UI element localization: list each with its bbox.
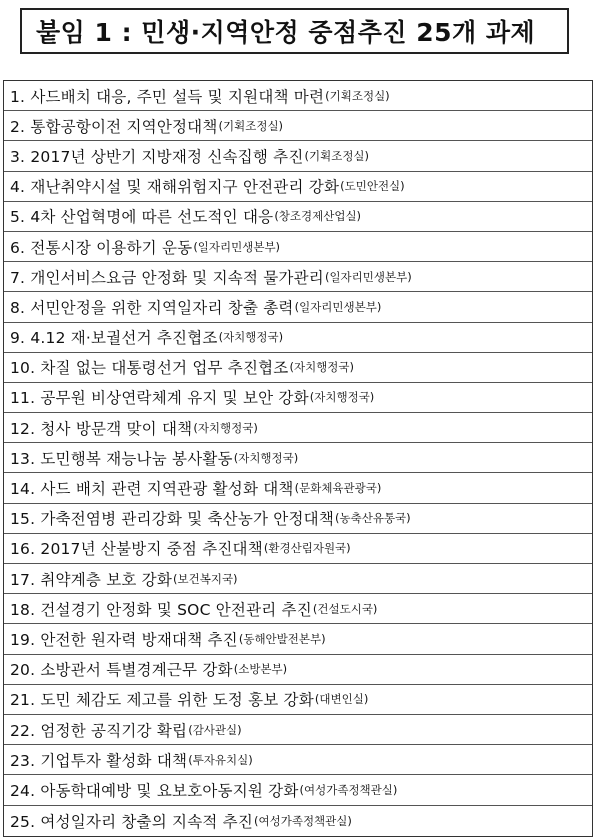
task-department: (일자리민생본부) <box>294 299 382 314</box>
task-department: (기획조정실) <box>325 88 390 103</box>
task-department: (여성가족정책관실) <box>254 813 352 828</box>
task-row <box>4 383 592 413</box>
task-title: 4. 재난취약시설 및 재해위험지구 안전관리 강화 <box>10 178 340 197</box>
task-row <box>4 685 592 715</box>
task-title: 3. 2017년 상반기 지방재정 신속집행 추진 <box>10 147 304 166</box>
task-row <box>4 655 592 685</box>
task-department: (동해안발전본부) <box>238 631 326 646</box>
task-title: 10. 차질 없는 대통령선거 업무 추진협조 <box>10 359 289 378</box>
task-department: (일자리민생본부) <box>193 239 281 254</box>
task-title: 2. 통합공항이전 지역안정대책 <box>10 117 218 136</box>
task-row <box>4 534 592 564</box>
task-department: (자치행정국) <box>289 360 355 375</box>
task-department: (도민안전실) <box>340 179 405 194</box>
task-row <box>4 564 592 594</box>
task-row <box>4 81 592 111</box>
task-department: (기획조정실) <box>304 148 370 163</box>
task-row <box>4 202 592 232</box>
task-title: 1. 사드배치 대응, 주민 설득 및 지원대책 마련 <box>10 87 325 106</box>
task-row <box>4 806 592 836</box>
task-title: 13. 도민행복 재능나눔 봉사활동 <box>10 449 233 468</box>
task-list <box>3 80 593 837</box>
task-department: (소방본부) <box>233 662 288 677</box>
task-department: (자치행정국) <box>193 420 258 435</box>
task-row <box>4 473 592 503</box>
task-row <box>4 715 592 745</box>
task-department: (기획조정실) <box>218 118 284 133</box>
task-title: 9. 4.12 재·보궐선거 추진협조 <box>10 329 218 348</box>
task-department: (보건복지국) <box>173 571 238 586</box>
title-box <box>20 8 569 54</box>
task-title: 22. 엄정한 공직기강 확립 <box>10 721 188 740</box>
task-title: 12. 청사 방문객 맞이 대책 <box>10 419 193 438</box>
task-department: (자치행정국) <box>233 450 299 465</box>
task-department: (창조경제산업실) <box>274 209 362 224</box>
task-title: 16. 2017년 산불방지 중점 추진대책 <box>10 540 263 559</box>
task-row <box>4 292 592 322</box>
task-row <box>4 141 592 171</box>
task-department: (농축산유통국) <box>335 511 411 526</box>
task-row <box>4 594 592 624</box>
task-department: (일자리민생본부) <box>324 269 412 284</box>
task-row <box>4 745 592 775</box>
task-department: (건설도시국) <box>312 601 378 616</box>
task-title: 5. 4차 산업혁명에 따른 선도적인 대응 <box>10 208 274 227</box>
task-row <box>4 172 592 202</box>
task-row <box>4 504 592 534</box>
task-title: 25. 여성일자리 창출의 지속적 추진 <box>10 812 254 831</box>
task-department: (환경산림자원국) <box>263 541 351 556</box>
task-title: 6. 전통시장 이용하기 운동 <box>10 238 193 257</box>
task-department: (대변인실) <box>314 692 369 707</box>
task-row <box>4 413 592 443</box>
task-title: 20. 소방관서 특별경계근무 강화 <box>10 661 233 680</box>
task-title: 14. 사드 배치 관련 지역관광 활성화 대책 <box>10 480 294 499</box>
task-title: 23. 기업투자 활성화 대책 <box>10 751 188 770</box>
task-department: (자치행정국) <box>218 330 284 345</box>
task-department: (자치행정국) <box>309 390 375 405</box>
task-department: (문화체육관광국) <box>294 481 382 496</box>
task-title: 19. 안전한 원자력 방재대책 추진 <box>10 630 238 649</box>
task-title: 24. 아동학대예방 및 요보호아동지원 강화 <box>10 781 299 800</box>
task-row <box>4 443 592 473</box>
task-title: 15. 가축전염병 관리강화 및 축산농가 안정대책 <box>10 510 335 529</box>
task-title: 18. 건설경기 안정화 및 SOC 안전관리 추진 <box>10 600 312 619</box>
task-department: (투자유치실) <box>188 752 253 767</box>
task-row <box>4 232 592 262</box>
task-department: (감사관실) <box>188 722 242 737</box>
task-title: 11. 공무원 비상연락체계 유지 및 보안 강화 <box>10 389 309 408</box>
task-row <box>4 262 592 292</box>
page-title: 붙임 1 : 민생·지역안정 중점추진 25개 과제 <box>36 18 536 47</box>
task-title: 17. 취약계층 보호 강화 <box>10 570 173 589</box>
task-row <box>4 775 592 805</box>
task-title: 21. 도민 체감도 제고를 위한 도정 홍보 강화 <box>10 691 314 710</box>
task-department: (여성가족정책관실) <box>299 782 398 797</box>
task-row <box>4 323 592 353</box>
task-row <box>4 111 592 141</box>
task-title: 7. 개인서비스요금 안정화 및 지속적 물가관리 <box>10 268 324 287</box>
task-title: 8. 서민안정을 위한 지역일자리 창출 총력 <box>10 298 294 317</box>
task-row <box>4 624 592 654</box>
task-row <box>4 353 592 383</box>
